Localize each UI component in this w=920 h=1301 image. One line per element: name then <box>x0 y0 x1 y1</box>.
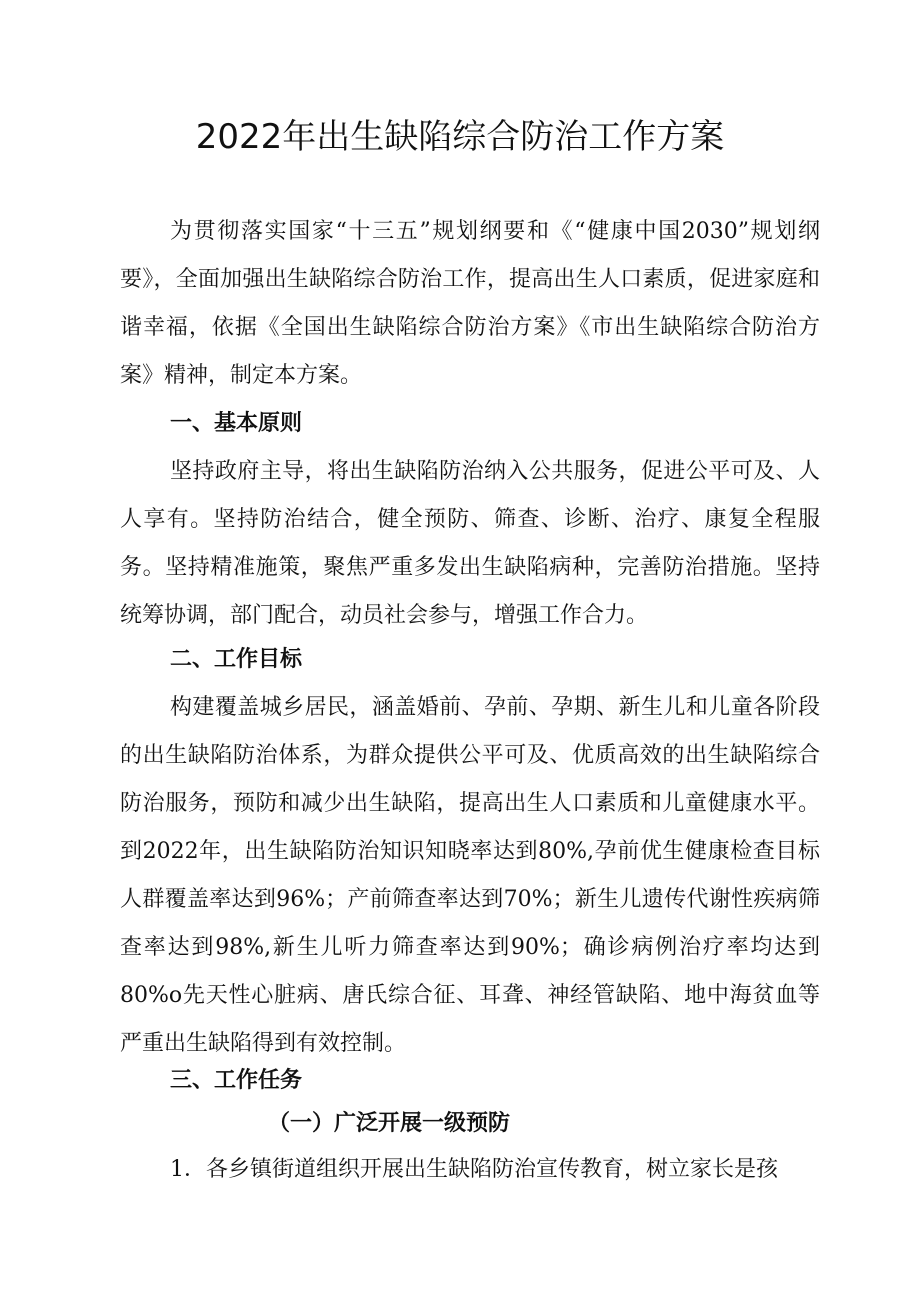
goals-paragraph: 构建覆盖城乡居民，涵盖婚前、孕前、孕期、新生儿和儿童各阶段的出生缺陷防治体系，为群众提供公平可及、优质高效的出生缺陷综合防治服务，预防和减少出生缺陷，提高出生人口素质和儿童健康水平。到2022年，出生缺陷防治知识知晓率达到80%,孕前优生健康检查目标人群覆盖率达到96%；产前筛查率达到70%；新生儿遗传代谢性疾病筛查率达到98%,新生儿听力筛查率达到90%；确诊病例治疗率均达到80%o先天性心脏病、唐氏综合征、耳聋、神经管缺陷、地中海贫血等严重出生缺陷得到有效控制。 <box>120 695 820 1056</box>
intro-paragraph: 为贯彻落实国家“十三五”规划纲要和《“健康中国2030”规划纲要》，全面加强出生缺陷综合防治工作，提高出生人口素质，促进家庭和谐幸福，依据《全国出生缺陷综合防治方案》《市出生缺陷综合防治方案》精神，制定本方案。 <box>120 219 820 388</box>
subsection-heading-primary-prevention: （一）广泛开展一级预防 <box>268 1110 511 1136</box>
principles-paragraph: 坚持政府主导，将出生缺陷防治纳入公共服务，促进公平可及、人人享有。坚持防治结合，健全预防、筛查、诊断、治疗、康复全程服务。坚持精准施策，聚焦严重多发出生缺陷病种，完善防治措施。坚持统筹协调，部门配合，动员社会参与，增强工作合力。 <box>120 459 820 628</box>
document-title: 2022年出生缺陷综合防治工作方案 <box>195 117 725 157</box>
task-item-1: 1．各乡镇街道组织开展出生缺陷防治宣传教育，树立家长是孩 <box>170 1157 778 1182</box>
section-heading-tasks: 三、工作任务 <box>170 1067 303 1093</box>
section-heading-goals: 二、工作目标 <box>170 647 303 672</box>
section-heading-principles: 一、基本原则 <box>170 411 303 436</box>
